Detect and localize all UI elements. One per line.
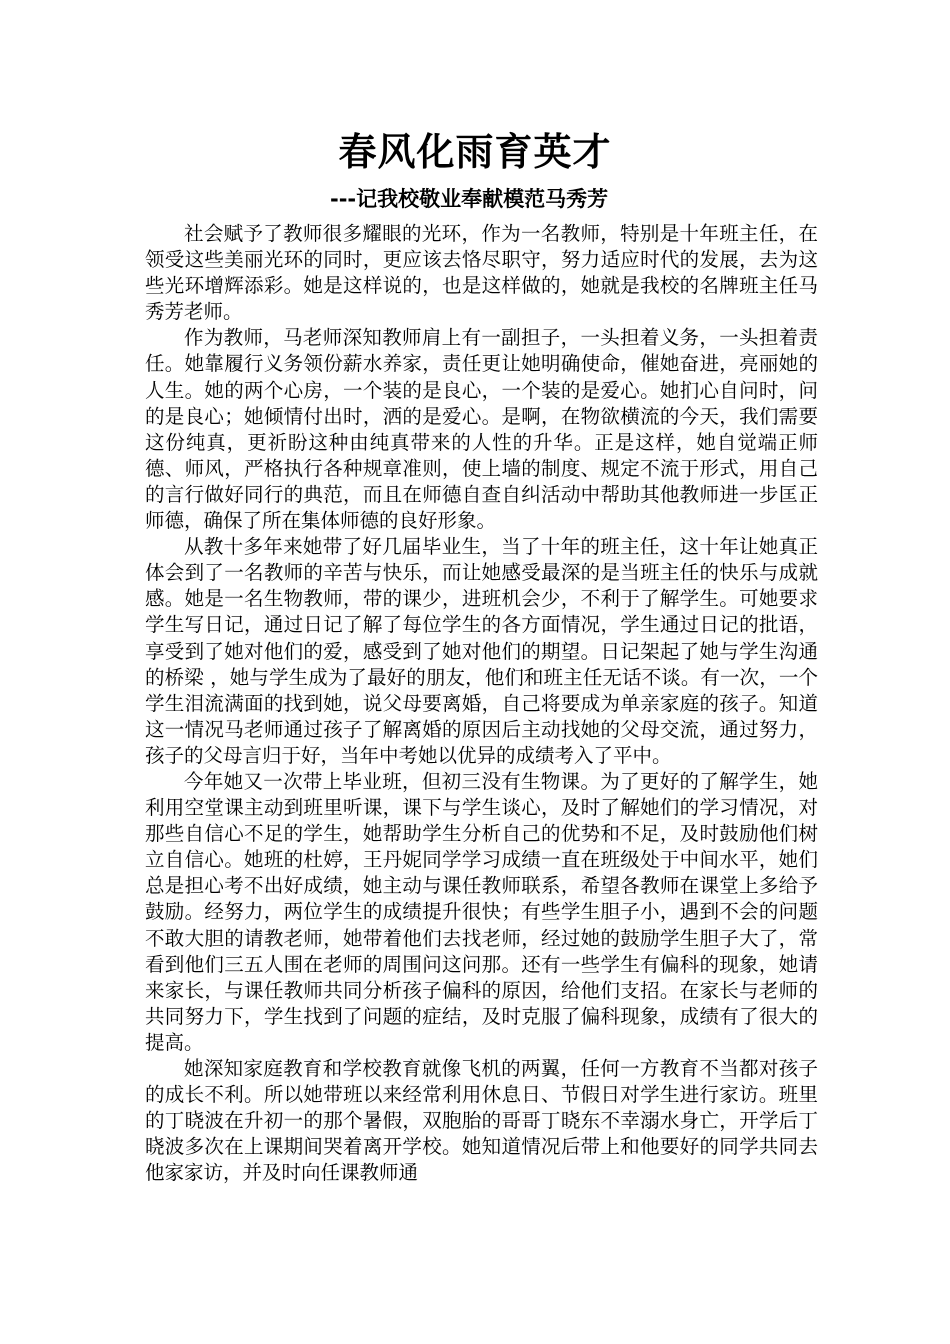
paragraph: 她深知家庭教育和学校教育就像飞机的两翼，任何一方教育不当都对孩子的成长不利。所以她带班以来经常利用休息日、节假日对学生进行家访。班里的丁晓波在升初一的那个暑假，双胞胎的哥哥丁晓东不幸溺水身亡，开学后丁晓波多次在上课期间哭着离开学校。她知道情况后带上和他要好的同学共同去他家家访，并及时向任课教师通	[145, 1057, 818, 1185]
paragraph: 从教十多年来她带了好几届毕业生，当了十年的班主任，这十年让她真正体会到了一名教师的辛苦与快乐，而让她感受最深的是当班主任的快乐与成就感。她是一名生物教师，带的课少，进班机会少，不利于了解学生。可她要求学生写日记，通过日记了解了每位学生的各方面情况，学生通过日记的批语，享受到了她对他们的爱，感受到了她对他们的期望。日记架起了她与学生沟通的桥梁 ，她与学生成为了最好的朋友，他们和班主任无话不谈。有一次，一个学生泪流满面的找到她，说父母要离婚，自己将要成为单亲家庭的孩子。知道这一情况马老师通过孩子了解离婚的原因后主动找她的父母交流，通过努力，孩子的父母言归于好，当年中考她以优异的成绩考入了平中。	[145, 535, 818, 767]
document-subtitle: ---记我校敬业奉献模范马秀芳	[330, 187, 609, 211]
paragraph: 社会赋予了教师很多耀眼的光环，作为一名教师，特别是十年班主任，在领受这些美丽光环的同时，更应该去恪尽职守，努力适应时代的发展，去为这些光环增辉添彩。她是这样说的，也是这样做的，她就是我校的名牌班主任马秀芳老师。	[145, 222, 818, 324]
paragraph: 今年她又一次带上毕业班，但初三没有生物课。为了更好的了解学生，她利用空堂课主动到班里听课，课下与学生谈心，及时了解她们的学习情况，对那些自信心不足的学生，她帮助学生分析自己的优势和不足，及时鼓励他们树立自信心。她班的杜婷，王丹妮同学学习成绩一直在班级处于中间水平，她们总是担心考不出好成绩，她主动与课任教师联系，希望各教师在课堂上多给予鼓励。经努力，两位学生的成绩提升很快；有些学生胆子小，遇到不会的问题不敢大胆的请教老师，她带着他们去找老师，经过她的鼓励学生胆子大了，常看到他们三五人围在老师的周围问这问那。还有一些学生有偏科的现象，她请来家长，与课任教师共同分析孩子偏科的原因，给他们支招。在家长与老师的共同努力下，学生找到了问题的症结，及时克服了偏科现象，成绩有了很大的提高。	[145, 769, 818, 1054]
document-title: 春风化雨育英才	[338, 130, 612, 174]
document-body	[145, 221, 818, 1186]
paragraph: 作为教师，马老师深知教师肩上有一副担子，一头担着义务，一头担着责任。她靠履行义务领份薪水养家，责任更让她明确使命，催她奋进，亮丽她的人生。她的两个心房，一个装的是良心，一个装的是爱心。她扪心自问时，问的是良心；她倾情付出时，洒的是爱心。是啊，在物欲横流的今天，我们需要这份纯真，更祈盼这种由纯真带来的人性的升华。正是这样，她自觉端正师德、师风，严格执行各种规章准则，使上墙的制度、规定不流于形式，用自己的言行做好同行的典范，而且在师德自查自纠活动中帮助其他教师进一步匡正师德，确保了所在集体师德的良好形象。	[145, 326, 818, 533]
